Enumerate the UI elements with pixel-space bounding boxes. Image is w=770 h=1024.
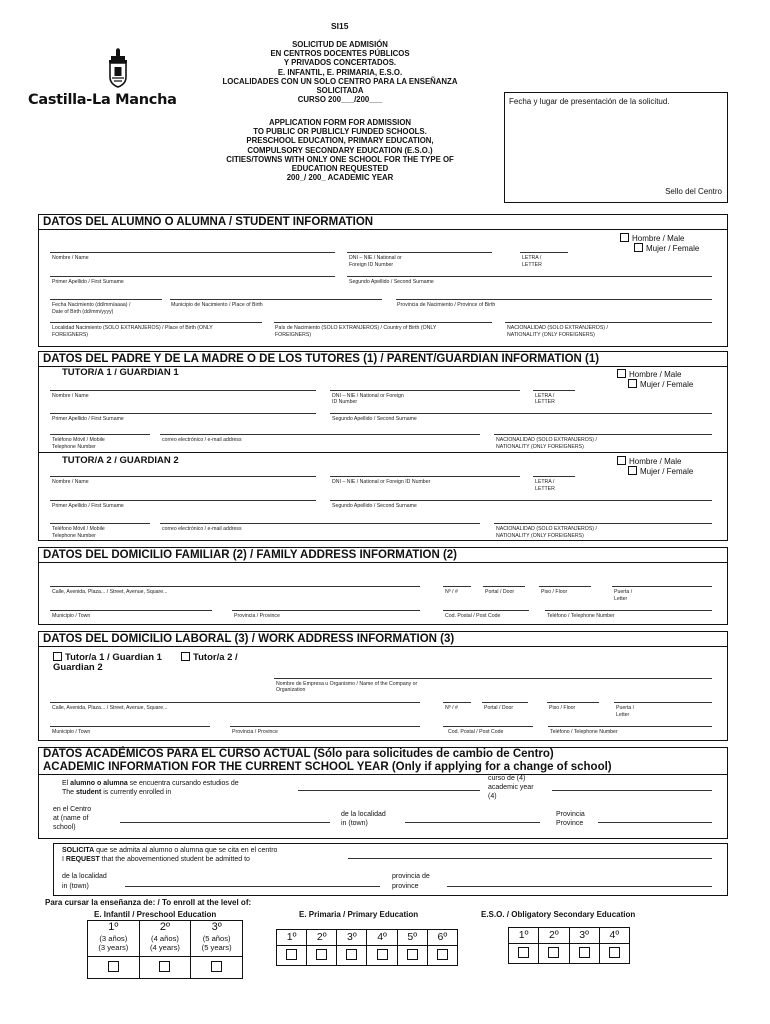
submission-date-place-label: Fecha y lugar de presentación de la solicitud.: [509, 97, 670, 106]
student-birth-locality-label-2: FOREIGNERS): [52, 332, 89, 338]
work-company-label: Nombre de Empresa u Organismo / Name of the Company or: [276, 681, 418, 687]
guardian2-dni-field[interactable]: [330, 476, 520, 477]
guardian1-letter-label-2: LETTER: [535, 399, 555, 405]
guardian2-letter-label: LETRA /: [535, 479, 555, 485]
student-nationality-label-2: NATIONALITY (ONLY FOREIGNERS): [507, 332, 595, 338]
guardian1-surname1-label: Primer Apellido / First Surname: [52, 416, 124, 422]
family-door-label: Puerta /: [614, 589, 633, 595]
form-title-english: [190, 118, 490, 182]
title-es-line: CURSO 200___/200___: [297, 95, 383, 105]
guardian2-letter-label-2: LETTER: [535, 486, 555, 492]
guardian1-email-field[interactable]: [160, 434, 480, 435]
student-male-checkbox[interactable]: [620, 233, 629, 242]
family-portal-label: Portal / Door: [485, 589, 515, 595]
guardian2-nationality-label: NACIONALIDAD (SOLO EXTRANJEROS) /: [496, 526, 597, 532]
academic-locality-field[interactable]: [405, 822, 540, 823]
student-dni-label-2: Foreign ID Number: [349, 262, 394, 268]
infantil-grade-2: 2º (4 años) (4 years): [139, 921, 191, 957]
title-en-line: TO PUBLIC OR PUBLICLY FUNDED SCHOOLS.: [253, 127, 427, 137]
student-nationality-field[interactable]: [505, 322, 712, 323]
work-street-label: Calle, Avenida, Plaza... / Street, Avenue, Square...: [52, 705, 168, 711]
request-province-label-2: province: [392, 883, 419, 890]
guardian1-title: TUTOR/A 1 / GUARDIAN 1: [62, 367, 179, 378]
guardian1-email-label: correo electrónico / e-mail address: [162, 437, 242, 443]
family-number-label: Nº / #: [445, 589, 458, 595]
guardian1-female-option[interactable]: Mujer / Female: [628, 379, 693, 390]
parents-section-title: DATOS DEL PADRE Y DE LA MADRE O DE LOS TUTORES (1) / PARENT/GUARDIAN INFORMATION (1): [39, 352, 727, 367]
student-birth-country-field[interactable]: [274, 322, 492, 323]
primaria-2-checkbox[interactable]: [316, 949, 327, 960]
title-en-line: EDUCATION REQUESTED: [291, 164, 389, 174]
work-address-title: DATOS DEL DOMICILIO LABORAL (3) / WORK ADDRESS INFORMATION (3): [39, 632, 727, 647]
student-male-option[interactable]: Hombre / Male: [620, 233, 684, 244]
family-town-field[interactable]: [50, 610, 212, 611]
eso-level-table: [508, 927, 630, 964]
family-address-title: DATOS DEL DOMICILIO FAMILIAR (2) / FAMILY ADDRESS INFORMATION (2): [39, 548, 727, 563]
academic-enrolled-label-es: El alumno o alumna se encuentra cursando estudios de: [62, 780, 239, 787]
primaria-5-checkbox[interactable]: [407, 949, 418, 960]
guardian-divider: [38, 452, 728, 453]
work-province-label: Provincia / Province: [232, 729, 278, 735]
primaria-grade-5: 5º: [397, 930, 427, 946]
guardian1-dni-label-2: ID Number: [332, 399, 358, 405]
guardian1-phone-label: Teléfono Móvil / Mobile: [52, 437, 105, 443]
work-guardian1-checkbox[interactable]: [53, 652, 62, 661]
eso-2-checkbox[interactable]: [548, 947, 559, 958]
title-es-line: E. INFANTIL, E. PRIMARIA, E.S.O.: [277, 67, 403, 77]
stamp-box[interactable]: [504, 92, 728, 203]
work-door-label: Puerta /: [616, 705, 635, 711]
form-title-spanish: [190, 40, 490, 104]
primaria-grade-1: 1º: [277, 930, 307, 946]
family-postcode-field[interactable]: [443, 610, 529, 611]
work-door-field[interactable]: [614, 702, 712, 703]
guardian1-phone-label-2: Telephone Number: [52, 444, 96, 450]
guardian1-nationality-label-2: NATIONALITY (ONLY FOREIGNERS): [496, 444, 584, 450]
student-surname1-label: Primer Apellido / First Surname: [52, 279, 124, 285]
title-en-line: PRESCHOOL EDUCATION, PRIMARY EDUCATION,: [246, 136, 434, 146]
work-street-field[interactable]: [50, 702, 420, 703]
work-guardian2-label-2: Guardian 2: [53, 662, 103, 673]
student-letter-label: LETRA /: [522, 255, 542, 261]
family-door-label-2: Letter: [614, 596, 628, 602]
student-nationality-label: NACIONALIDAD (SOLO EXTRANJEROS) /: [507, 325, 608, 331]
student-female-checkbox[interactable]: [634, 243, 643, 252]
request-text-en: I REQUEST that the abovementioned student be admitted to: [62, 856, 250, 863]
guardian1-dni-label: DNI – NIE / National or Foreign: [332, 393, 404, 399]
eso-grade-4: 4º: [599, 928, 629, 944]
student-birth-country-label: País de Nacimiento (SOLO EXTRANJEROS) / Country of Birth (ONLY: [275, 325, 437, 331]
primaria-title: E. Primaria / Primary Education: [299, 910, 419, 919]
eso-1-checkbox[interactable]: [518, 947, 529, 958]
student-name-label: Nombre / Name: [52, 255, 89, 261]
eso-grade-1: 1º: [509, 928, 539, 944]
guardian2-nationality-field[interactable]: [494, 523, 712, 524]
work-portal-field[interactable]: [482, 702, 528, 703]
title-es-line: EN CENTROS DOCENTES PÚBLICOS: [270, 49, 410, 59]
student-surname2-label: Segundo Apellido / Second Surname: [349, 279, 434, 285]
work-number-label: Nº / #: [445, 705, 458, 711]
student-birthplace-field[interactable]: [170, 299, 382, 300]
academic-school-field[interactable]: [120, 822, 330, 823]
work-province-field[interactable]: [230, 726, 420, 727]
title-en-line: 200_/ 200_ ACADEMIC YEAR: [286, 173, 394, 183]
academic-province-label-2: Province: [556, 820, 584, 827]
title-es-line: SOLICITUD DE ADMISIÓN: [292, 40, 388, 49]
eso-grade-3: 3º: [569, 928, 599, 944]
family-street-field[interactable]: [50, 586, 420, 587]
guardian1-letter-label: LETRA /: [535, 393, 555, 399]
primaria-1-checkbox[interactable]: [286, 949, 297, 960]
family-floor-label: Piso / Floor: [541, 589, 568, 595]
guardian2-phone-field[interactable]: [50, 523, 150, 524]
guardian1-dni-field[interactable]: [330, 390, 520, 391]
guardian1-letter-field[interactable]: [533, 390, 575, 391]
student-birthplace-label: Municipio de Nacimiento / Place of Birth: [171, 302, 263, 308]
work-door-label-2: Letter: [616, 712, 630, 718]
request-locality-label-2: in (town): [62, 883, 89, 890]
request-province-field[interactable]: [447, 886, 712, 887]
academic-studies-field[interactable]: [298, 790, 480, 791]
student-birth-province-label: Provincia de Nacimiento / Province of Birth: [397, 302, 496, 308]
academic-locality-label: de la localidad: [341, 811, 386, 818]
infantil-level-table: [87, 920, 243, 979]
work-guardian2-option[interactable]: Tutor/a 2 /: [181, 652, 238, 663]
primaria-grade-2: 2º: [307, 930, 337, 946]
enroll-level-label: Para cursar la enseñanza de: / To enroll at the level of:: [45, 898, 252, 907]
work-number-field[interactable]: [443, 702, 471, 703]
guardian2-male-checkbox[interactable]: [617, 456, 626, 465]
guardian2-female-checkbox[interactable]: [628, 466, 637, 475]
form-code: SI15: [331, 21, 349, 31]
student-dob-field[interactable]: [50, 299, 162, 300]
student-surname2-field[interactable]: [347, 276, 712, 277]
student-dob-label: Fecha Nacimiento (dd/mm/aaaa) /: [52, 302, 131, 308]
school-seal-label: Sello del Centro: [665, 187, 722, 196]
student-letter-label-2: LETTER: [522, 262, 542, 268]
guardian2-surname2-field[interactable]: [330, 500, 712, 501]
guardian1-female-checkbox[interactable]: [628, 379, 637, 388]
guardian2-phone-label-2: Telephone Number: [52, 533, 96, 539]
primaria-6-checkbox[interactable]: [437, 949, 448, 960]
guardian2-surname1-field[interactable]: [50, 500, 316, 501]
eso-4-checkbox[interactable]: [609, 947, 620, 958]
infantil-grade-3: 3º (5 años) (5 years): [191, 921, 243, 957]
student-name-field[interactable]: [50, 252, 335, 253]
guardian2-email-label: correo electrónico / e-mail address: [162, 526, 242, 532]
academic-course-label: curso de (4): [488, 775, 526, 782]
infantil-3-checkbox[interactable]: [211, 961, 222, 972]
infantil-title: E. Infantil / Preschool Education: [94, 910, 217, 919]
student-birth-locality-label: Localidad Nacimiento (SOLO EXTRANJEROS) / Place of Birth (ONLY: [52, 325, 213, 331]
academic-title-english: ACADEMIC INFORMATION FOR THE CURRENT SCHOOL YEAR (Only if applying for a change of school): [39, 761, 727, 775]
title-es-line: LOCALIDADES CON UN SOLO CENTRO PARA LA ENSEÑANZA: [222, 76, 458, 86]
work-phone-field[interactable]: [548, 726, 712, 727]
academic-school-label-2: at (name of: [53, 815, 89, 822]
student-dob-label-2: Date of Birth (dd/mm/yyyy): [52, 309, 114, 315]
work-phone-label: Teléfono / Telephone Number: [550, 729, 618, 735]
request-locality-field[interactable]: [125, 886, 380, 887]
work-postcode-field[interactable]: [443, 726, 533, 727]
guardian1-surname2-label: Segundo Apellido / Second Surname: [332, 416, 417, 422]
student-dni-label: DNI – NIE / National or: [349, 255, 402, 261]
guardian2-name-field[interactable]: [50, 476, 316, 477]
logo-wordmark: Castilla-La Mancha: [28, 92, 177, 108]
family-province-field[interactable]: [232, 610, 420, 611]
guardian2-title: TUTOR/A 2 / GUARDIAN 2: [62, 455, 179, 466]
work-portal-label: Portal / Door: [484, 705, 514, 711]
academic-enrolled-label-en: The student is currently enrolled in: [62, 789, 172, 796]
infantil-1-checkbox[interactable]: [108, 961, 119, 972]
student-dni-field[interactable]: [347, 252, 492, 253]
work-company-label-2: Organization: [276, 687, 306, 693]
guardian1-phone-field[interactable]: [50, 434, 150, 435]
guardian2-dni-label: DNI – NIE / National or Foreign ID Number: [332, 479, 431, 485]
academic-course-label-3: (4): [488, 793, 497, 800]
family-floor-field[interactable]: [539, 586, 591, 587]
family-door-field[interactable]: [612, 586, 712, 587]
academic-locality-label-2: in (town): [341, 820, 368, 827]
primaria-grade-6: 6º: [427, 930, 457, 946]
guardian2-surname1-label: Primer Apellido / First Surname: [52, 503, 124, 509]
primaria-grade-4: 4º: [367, 930, 397, 946]
student-birth-province-field[interactable]: [396, 299, 712, 300]
infantil-grade-1: 1º (3 años) (3 years): [88, 921, 140, 957]
guardian2-surname2-label: Segundo Apellido / Second Surname: [332, 503, 417, 509]
request-locality-label: de la localidad: [62, 873, 107, 880]
student-surname1-field[interactable]: [50, 276, 335, 277]
family-street-label: Calle, Avenida, Plaza... / Street, Avenue, Square...: [52, 589, 168, 595]
guardian2-male-option[interactable]: Hombre / Male: [617, 456, 681, 467]
work-postcode-label: Cod. Postal / Post Code: [448, 729, 504, 735]
request-school-field[interactable]: [348, 858, 712, 859]
family-phone-label: Teléfono / Telephone Number: [547, 613, 615, 619]
guardian2-letter-field[interactable]: [533, 476, 575, 477]
family-town-label: Municipio / Town: [52, 613, 91, 619]
title-es-line: SOLICITADA: [316, 86, 364, 96]
guardian1-nationality-label: NACIONALIDAD (SOLO EXTRANJEROS) /: [496, 437, 597, 443]
work-floor-label: Piso / Floor: [549, 705, 576, 711]
title-en-line: COMPULSORY SECONDARY EDUCATION (E.S.O.): [247, 145, 433, 155]
work-town-label: Municipio / Town: [52, 729, 91, 735]
guardian1-name-label: Nombre / Name: [52, 393, 89, 399]
student-birth-locality-field[interactable]: [50, 322, 262, 323]
primaria-grade-3: 3º: [337, 930, 367, 946]
family-phone-field[interactable]: [545, 610, 712, 611]
primaria-3-checkbox[interactable]: [346, 949, 357, 960]
academic-course-label-2: academic year: [488, 784, 534, 791]
guardian2-female-option[interactable]: Mujer / Female: [628, 466, 693, 477]
student-letter-field[interactable]: [520, 252, 568, 253]
request-text-es: SOLICITA que se admita al alumno o alumna que se cita en el centro: [62, 847, 278, 854]
guardian1-surname1-field[interactable]: [50, 413, 316, 414]
title-en-line: APPLICATION FORM FOR ADMISSION: [268, 118, 412, 127]
work-town-field[interactable]: [50, 726, 210, 727]
academic-province-field[interactable]: [598, 822, 712, 823]
guardian1-male-option[interactable]: Hombre / Male: [617, 369, 681, 380]
family-postcode-label: Cod. Postal / Post Code: [445, 613, 501, 619]
title-es-line: Y PRIVADOS CONCERTADOS.: [283, 58, 397, 68]
eso-title: E.S.O. / Obligatory Secondary Education: [481, 910, 636, 919]
student-birth-country-label-2: FOREIGNERS): [275, 332, 312, 338]
guardian1-surname2-field[interactable]: [330, 413, 712, 414]
academic-title-spanish: DATOS ACADÉMICOS PARA EL CURSO ACTUAL (Sólo para solicitudes de cambio de Centro): [43, 748, 554, 760]
title-en-line: CITIES/TOWNS WITH ONLY ONE SCHOOL FOR THE TYPE OF: [226, 154, 454, 164]
work-guardian2-checkbox[interactable]: [181, 652, 190, 661]
student-female-option[interactable]: Mujer / Female: [634, 243, 699, 254]
work-guardian1-option[interactable]: Tutor/a 1 / Guardian 1: [53, 652, 162, 663]
castilla-la-mancha-logo: [28, 48, 177, 110]
infantil-2-checkbox[interactable]: [159, 961, 170, 972]
guardian1-name-field[interactable]: [50, 390, 316, 391]
academic-province-label: Provincia: [556, 811, 585, 818]
guardian2-nationality-label-2: NATIONALITY (ONLY FOREIGNERS): [496, 533, 584, 539]
eso-3-checkbox[interactable]: [579, 947, 590, 958]
guardian2-phone-label: Teléfono Móvil / Mobile: [52, 526, 105, 532]
academic-school-label: en el Centro: [53, 806, 92, 813]
guardian1-male-checkbox[interactable]: [617, 369, 626, 378]
work-floor-field[interactable]: [547, 702, 599, 703]
student-section-title: DATOS DEL ALUMNO O ALUMNA / STUDENT INFORMATION: [39, 215, 727, 230]
request-province-label: provincia de: [392, 873, 430, 880]
family-province-label: Provincia / Province: [234, 613, 280, 619]
guardian2-email-field[interactable]: [160, 523, 480, 524]
academic-school-label-3: school): [53, 824, 76, 831]
family-number-field[interactable]: [443, 586, 471, 587]
eso-grade-2: 2º: [539, 928, 569, 944]
work-company-field[interactable]: [274, 678, 712, 679]
academic-course-field[interactable]: [552, 790, 712, 791]
guardian2-name-label: Nombre / Name: [52, 479, 89, 485]
primaria-level-table: [276, 929, 458, 966]
family-portal-field[interactable]: [483, 586, 525, 587]
guardian1-nationality-field[interactable]: [494, 434, 712, 435]
coat-of-arms-icon: [98, 48, 138, 92]
primaria-4-checkbox[interactable]: [377, 949, 388, 960]
